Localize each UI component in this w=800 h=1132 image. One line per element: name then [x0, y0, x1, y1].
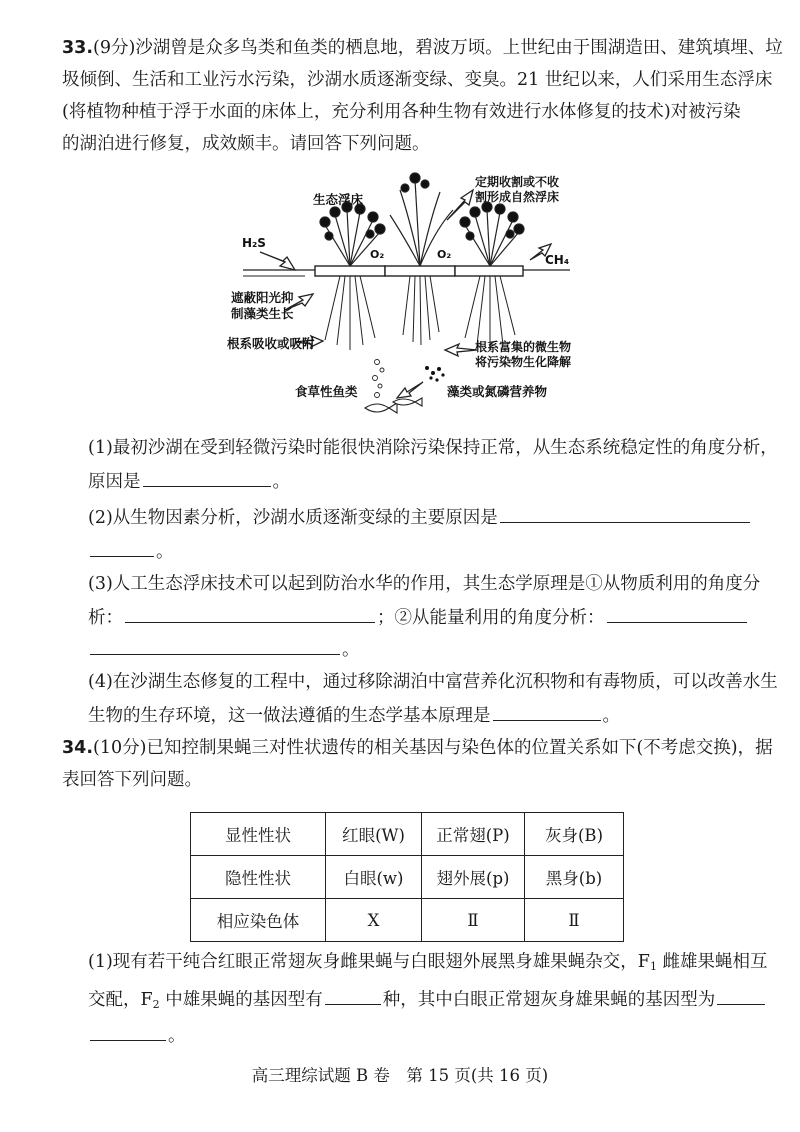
q33-part-1-line-2 [88, 468, 290, 494]
period: 。 [156, 542, 174, 562]
q33-part-3-answer-blank-1[interactable] [125, 604, 375, 623]
label-root-absorb: 根系吸收或吸附 [227, 336, 315, 351]
q33-part-3-line-2 [88, 604, 749, 630]
q33-part-3-line-1: (3)人工生态浮床技术可以起到防治水华的作用，其生态学原理是①从物质利用的角度分 [88, 574, 761, 594]
fish-icon [365, 398, 422, 413]
table-cell: 红眼(W) [326, 813, 422, 856]
q34-part-1-text-4: 中雄果蝇的基因型有 [159, 990, 323, 1010]
q33-intro-line-1 [62, 36, 783, 60]
page-footer: 高三理综试题 B 卷 第 15 页(共 16 页) [251, 1066, 549, 1085]
table-cell: X [326, 899, 422, 942]
table-row [191, 813, 624, 856]
arrow-microbe [445, 344, 477, 356]
table-cell: 灰身(B) [525, 813, 624, 856]
q34-part-1-text-5: 种，其中白眼正常翅灰身雄果蝇的基因型为 [382, 990, 716, 1010]
q34-part-1-text-3: 交配，F [88, 990, 153, 1010]
q34-part-1-text-1: (1)现有若干纯合红眼正常翅灰身雌果蝇与白眼翅外展黑身雄果蝇杂交，F [88, 952, 650, 972]
table-cell: 显性性状 [191, 813, 326, 856]
q34-part-1-line-2 [88, 986, 767, 1017]
label-harvest-2: 割形成自然浮床 [475, 190, 560, 204]
q34-part-1-answer-blank-1[interactable] [325, 986, 381, 1005]
label-microbe-2: 将污染物生化降解 [475, 355, 572, 369]
table-cell: 正常翅(P) [422, 813, 525, 856]
label-ch4: CH₄ [545, 253, 570, 267]
table-cell: 黑身(b) [525, 856, 624, 899]
table-row [191, 856, 624, 899]
table-row [191, 899, 624, 942]
q34-part-1-answer-blank-2[interactable] [717, 986, 765, 1005]
label-shade-2: 制藻类生长 [231, 306, 294, 321]
q33-part-3-answer-blank-2[interactable] [607, 604, 747, 623]
q33-part-4-prompt: 生物的生存环境，这一做法遵循的生态学基本原理是 [88, 706, 491, 726]
q33-part-2-line-2 [88, 538, 174, 564]
q33-part-3-prompt-2: ；②从能量利用的角度分析： [377, 608, 605, 628]
floating-bed-diagram [225, 170, 585, 420]
q34-part-1-line-3 [88, 1022, 186, 1048]
plant-roots [325, 276, 515, 350]
arrow-h2s [260, 252, 295, 270]
table-cell: Ⅱ [422, 899, 525, 942]
q33-part-4-line-2 [88, 702, 620, 728]
period: 。 [342, 640, 360, 660]
table-cell: Ⅱ [525, 899, 624, 942]
q33-part-3-line-3 [88, 636, 360, 662]
label-floating-bed: 生态浮床 [313, 192, 364, 207]
q33-intro-line-3: (将植物种植于浮于水面的床体上，充分利用各种生物有效进行水体修复的技术)对被污染 [62, 102, 741, 122]
q33-part-1-line-1: (1)最初沙湖在受到轻微污染时能很快消除污染保持正常，从生态系统稳定性的角度分析， [88, 438, 778, 458]
q34-intro-text-1: 已知控制果蝇三对性状遗传的相关基因与染色体的位置关系如下(不考虑交换)，据 [146, 738, 773, 758]
q33-part-1-prompt: 原因是 [88, 472, 141, 492]
label-h2s: H₂S [242, 236, 266, 250]
arrow-harvest [447, 190, 473, 220]
table-cell: 隐性性状 [191, 856, 326, 899]
q34-part-1-answer-blank-2-cont[interactable] [90, 1022, 166, 1041]
period: 。 [602, 706, 620, 726]
table-cell: 翅外展(p) [422, 856, 525, 899]
q33-part-2-prompt: (2)从生物因素分析，沙湖水质逐渐变绿的主要原因是 [88, 508, 498, 528]
q33-intro-line-2: 圾倾倒、生活和工业污水污染，沙湖水质逐渐变绿、变臭。21 世纪以来，人们采用生态浮床 [62, 70, 773, 90]
plant-right [460, 202, 524, 266]
label-harvest-1: 定期收割或不收 [475, 175, 560, 189]
nutrient-dots [425, 366, 445, 382]
q33-intro-text-1: 沙湖曾是众多鸟类和鱼类的栖息地，碧波万顷。上世纪由于围湖造田、建筑填埋、垃 [135, 38, 783, 58]
q33-part-1-answer-blank[interactable] [143, 468, 271, 487]
q33-part-2-answer-blank-cont[interactable] [90, 538, 154, 557]
q34-number: 34. [62, 738, 94, 758]
subscript: 2 [152, 998, 160, 1011]
label-algae: 藻类或氮磷营养物 [447, 384, 548, 399]
table-cell: 白眼(w) [326, 856, 422, 899]
q33-part-4-line-1: (4)在沙湖生态修复的工程中，通过移除湖泊中富营养化沉积物和有毒物质，可以改善水生 [88, 672, 778, 692]
floating-bed-left [315, 266, 385, 276]
bubbles [373, 360, 385, 398]
subscript: 1 [649, 960, 657, 973]
table-cell: 相应染色体 [191, 899, 326, 942]
q34-score: (10分) [93, 738, 147, 758]
label-o2-right: O₂ [437, 248, 452, 261]
q33-part-2-answer-blank[interactable] [500, 504, 750, 523]
label-o2-left: O₂ [370, 248, 385, 261]
q33-intro-line-4: 的湖泊进行修复，成效颇丰。请回答下列问题。 [62, 134, 430, 154]
q33-part-3-prompt-1: 析： [88, 608, 123, 628]
q34-intro-line-1 [62, 736, 773, 760]
label-fish: 食草性鱼类 [295, 384, 358, 399]
period: 。 [168, 1026, 186, 1046]
q33-part-2-line-1 [88, 504, 752, 530]
q33-part-3-answer-blank-2-cont[interactable] [90, 636, 340, 655]
q34-intro-line-2: 表回答下列问题。 [62, 770, 202, 790]
q34-part-1-text-2: 雌雄果蝇相互 [656, 952, 768, 972]
q34-part-1-line-1 [88, 950, 768, 979]
floating-bed-middle [385, 266, 455, 276]
label-shade-1: 遮蔽阳光抑 [231, 290, 294, 305]
label-microbe-1: 根系富集的微生物 [475, 340, 572, 354]
q33-number: 33. [62, 38, 94, 58]
q33-part-4-answer-blank[interactable] [493, 702, 601, 721]
arrow-algae-to-fish [397, 382, 423, 398]
q33-score: (9分) [93, 38, 136, 58]
floating-bed-right [455, 266, 523, 276]
trait-table [190, 812, 624, 942]
period: 。 [272, 472, 290, 492]
